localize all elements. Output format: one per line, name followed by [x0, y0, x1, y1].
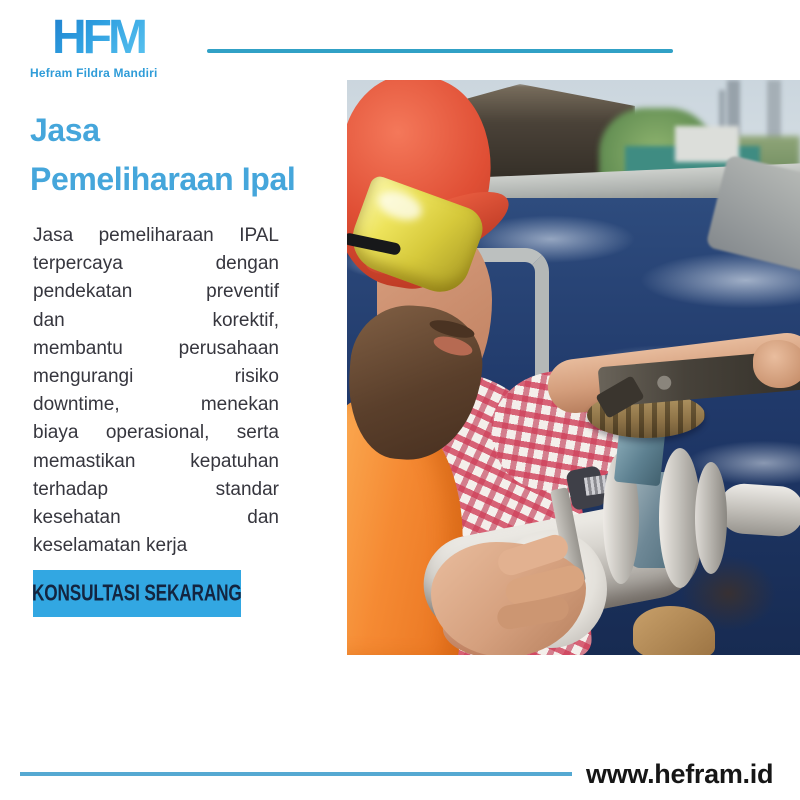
body-line: Jasa pemeliharaan IPAL	[33, 225, 279, 246]
brand-logo	[30, 11, 158, 80]
body-line: downtime, menekan	[33, 394, 279, 416]
body-line: biaya operasional, serta	[33, 422, 279, 444]
photo-white-trailer	[675, 126, 739, 162]
logo-tagline: Hefram Fildra Mandiri	[30, 66, 158, 80]
header-divider-line	[207, 49, 673, 53]
body-line: terpercaya dengan	[33, 253, 279, 275]
body-line: keselamatan kerja	[33, 535, 188, 557]
body-line: terhadap standar	[33, 478, 279, 500]
worker-valve-photo	[347, 80, 800, 655]
page-title	[30, 106, 340, 204]
body-line: pendekatan preventif	[33, 281, 279, 303]
photo-right-hand	[753, 340, 800, 388]
body-line: memastikan kepatuhan	[33, 450, 279, 472]
consultation-cta-button[interactable]	[33, 570, 241, 617]
page-title-line-2: Pemeliharaan Ipal	[30, 161, 296, 197]
photo-valve-flange-right	[695, 462, 727, 574]
photo-outlet-pipe	[717, 482, 800, 538]
page-title-line-1: Jasa	[30, 112, 100, 148]
footer-divider-line	[20, 772, 572, 776]
body-line: kesehatan dan	[33, 507, 279, 529]
logo-hfm-text: HFM	[30, 14, 158, 62]
consultation-cta-label: KONSULTASI SEKARANG	[32, 580, 242, 606]
body-text	[33, 222, 279, 560]
website-link[interactable]: www.hefram.id	[586, 759, 774, 789]
body-line: mengurangi risiko	[33, 366, 279, 388]
body-line: dan korektif,	[33, 309, 279, 331]
body-line: membantu perusahaan	[33, 337, 279, 359]
